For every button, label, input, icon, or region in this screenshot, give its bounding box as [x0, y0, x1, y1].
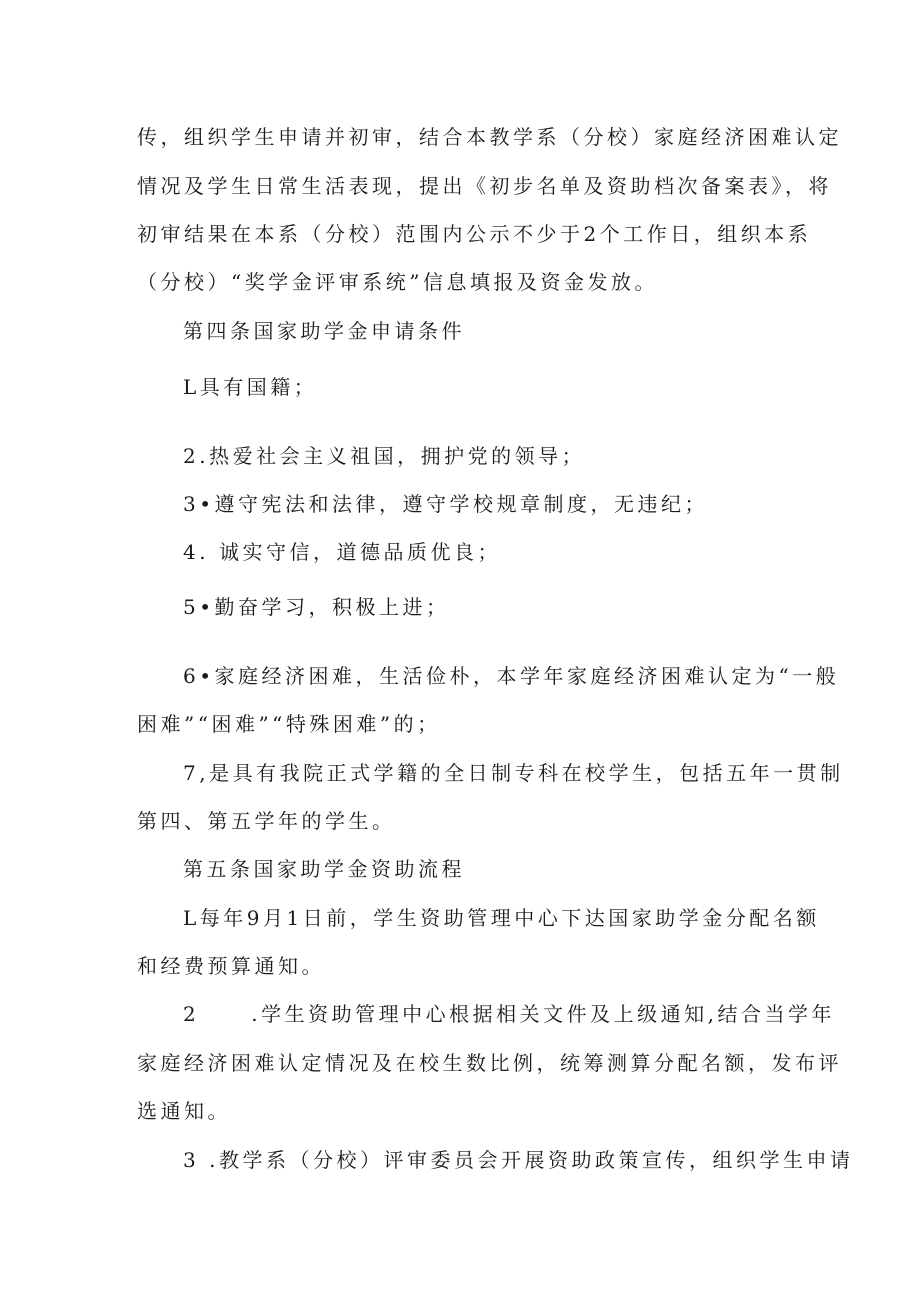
paragraph-line: 初审结果在本系（分校）范围内公示不少于2个工作日，组织本系	[137, 222, 812, 246]
paragraph-line: 第四、第五学年的学生。	[137, 809, 396, 833]
paragraph-line: 家庭经济困难认定情况及在校生数比例，统筹测算分配名额，发布评	[137, 1051, 842, 1075]
list-item: 3•遵守宪法和法律，遵守学校规章制度，无违纪；	[183, 492, 709, 516]
list-item: L每年9月1日前，学生资助管理中心下达国家助学金分配名额	[183, 906, 820, 930]
paragraph-line: 情况及学生日常生活表现，提出《初步名单及资助档次备案表》，将	[137, 174, 832, 198]
list-item: 3 .教学系（分校）评审委员会开展资助政策宣传，组织学生申请	[183, 1148, 854, 1172]
paragraph-line: 传，组织学生申请并初审，结合本教学系（分校）家庭经济困难认定	[137, 125, 842, 149]
list-item: L具有国籍；	[183, 375, 318, 399]
section-heading: 第四条国家助学金申请条件	[183, 319, 465, 343]
list-item: 4. 诚实守信，道德品质优良；	[183, 540, 501, 564]
section-heading: 第五条国家助学金资助流程	[183, 857, 465, 881]
list-item: 7,是具有我院正式学籍的全日制专科在校学生，包括五年一贯制	[183, 761, 844, 785]
paragraph-line: （分校）“奖学金评审系统”信息填报及资金发放。	[137, 270, 658, 294]
list-item: 2.热爱社会主义祖国，拥护党的领导；	[183, 444, 586, 468]
list-item: 6•家庭经济困难，生活俭朴，本学年家庭经济困难认定为“一般	[183, 664, 840, 688]
list-item: 5•勤奋学习，积极上进；	[183, 595, 450, 619]
list-number: 2	[183, 1002, 200, 1026]
paragraph-line: 和经费预算通知。	[137, 954, 325, 978]
paragraph-line: 选通知。	[137, 1099, 231, 1123]
list-item	[183, 1001, 835, 1027]
list-item-text: .学生资助管理中心根据相关文件及上级通知,结合当学年	[251, 1002, 835, 1026]
paragraph-line: 困难”“困难”“特殊困难”的；	[137, 712, 441, 736]
